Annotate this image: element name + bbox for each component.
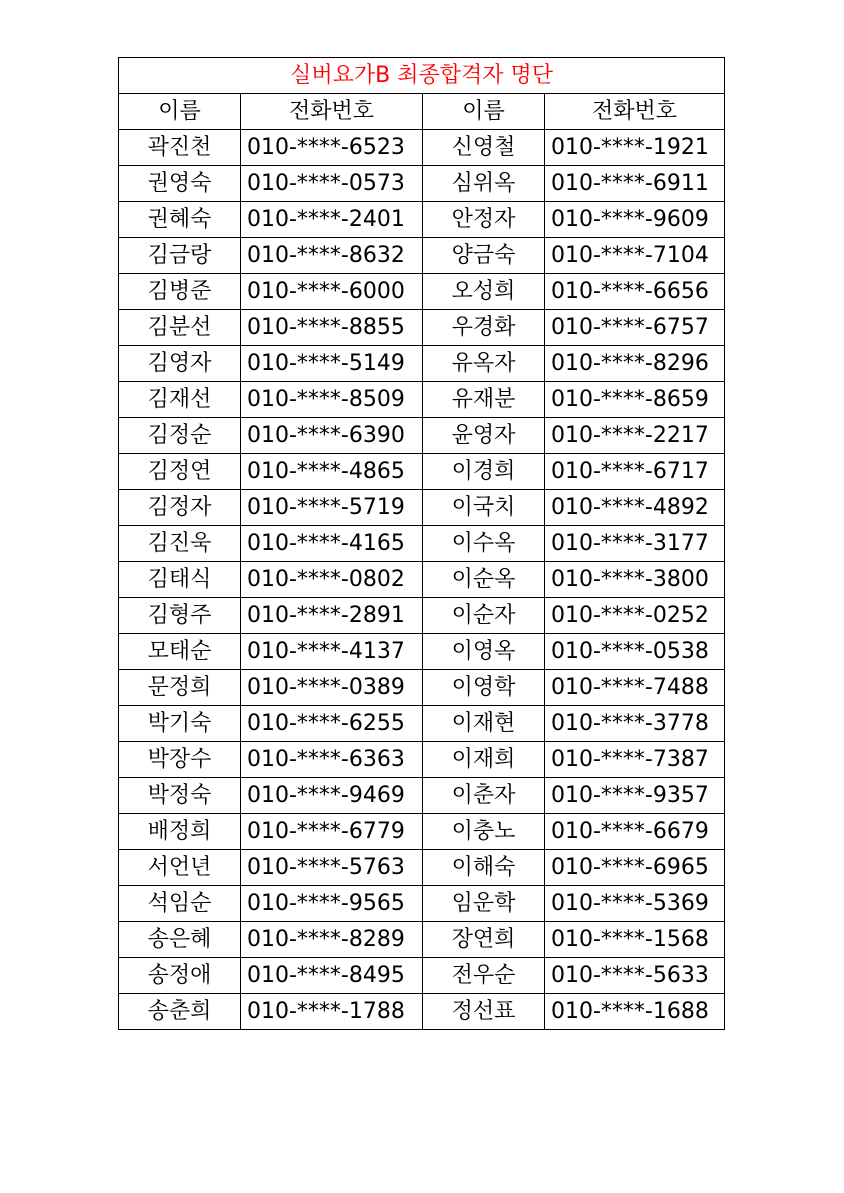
header-phone-2: 전화번호 — [545, 94, 725, 130]
table-row — [119, 994, 725, 1030]
name-cell-right: 신영철 — [423, 130, 545, 166]
table-row — [119, 238, 725, 274]
name-cell-right: 이순옥 — [423, 562, 545, 598]
table-row — [119, 778, 725, 814]
phone-cell-left: 010-****-8632 — [241, 238, 423, 274]
name-cell-right: 유옥자 — [423, 346, 545, 382]
table-row — [119, 310, 725, 346]
phone-cell-left: 010-****-4165 — [241, 526, 423, 562]
phone-cell-right: 010-****-6757 — [545, 310, 725, 346]
name-cell-left: 문정희 — [119, 670, 241, 706]
phone-cell-right: 010-****-3800 — [545, 562, 725, 598]
phone-cell-right: 010-****-5369 — [545, 886, 725, 922]
table-row — [119, 958, 725, 994]
name-cell-right: 이국치 — [423, 490, 545, 526]
name-cell-right: 이재희 — [423, 742, 545, 778]
name-cell-right: 이경희 — [423, 454, 545, 490]
table-row — [119, 130, 725, 166]
phone-cell-right: 010-****-8296 — [545, 346, 725, 382]
header-phone-1: 전화번호 — [241, 94, 423, 130]
phone-cell-right: 010-****-8659 — [545, 382, 725, 418]
table-row — [119, 850, 725, 886]
table-row — [119, 418, 725, 454]
name-cell-right: 윤영자 — [423, 418, 545, 454]
phone-cell-left: 010-****-6523 — [241, 130, 423, 166]
table-row — [119, 598, 725, 634]
phone-cell-left: 010-****-4137 — [241, 634, 423, 670]
phone-cell-left: 010-****-8509 — [241, 382, 423, 418]
name-cell-right: 우경화 — [423, 310, 545, 346]
phone-cell-right: 010-****-3177 — [545, 526, 725, 562]
phone-cell-right: 010-****-3778 — [545, 706, 725, 742]
table-row — [119, 886, 725, 922]
phone-cell-left: 010-****-6390 — [241, 418, 423, 454]
name-cell-left: 송은혜 — [119, 922, 241, 958]
name-cell-right: 전우순 — [423, 958, 545, 994]
name-cell-right: 임운학 — [423, 886, 545, 922]
name-cell-left: 배정희 — [119, 814, 241, 850]
table-row — [119, 274, 725, 310]
phone-cell-right: 010-****-1688 — [545, 994, 725, 1030]
table-row — [119, 202, 725, 238]
name-cell-left: 김분선 — [119, 310, 241, 346]
phone-cell-right: 010-****-5633 — [545, 958, 725, 994]
name-cell-right: 정선표 — [423, 994, 545, 1030]
name-cell-left: 권혜숙 — [119, 202, 241, 238]
name-cell-right: 이해숙 — [423, 850, 545, 886]
phone-cell-right: 010-****-6965 — [545, 850, 725, 886]
phone-cell-left: 010-****-6255 — [241, 706, 423, 742]
phone-cell-left: 010-****-0389 — [241, 670, 423, 706]
name-cell-right: 이재현 — [423, 706, 545, 742]
name-cell-left: 김금랑 — [119, 238, 241, 274]
table-row — [119, 634, 725, 670]
phone-cell-left: 010-****-6779 — [241, 814, 423, 850]
name-cell-left: 석임순 — [119, 886, 241, 922]
name-cell-left: 서언년 — [119, 850, 241, 886]
name-cell-left: 김태식 — [119, 562, 241, 598]
name-cell-left: 김병준 — [119, 274, 241, 310]
phone-cell-left: 010-****-5719 — [241, 490, 423, 526]
table-row — [119, 562, 725, 598]
table-row — [119, 490, 725, 526]
table-row — [119, 670, 725, 706]
name-cell-right: 양금숙 — [423, 238, 545, 274]
name-cell-left: 김재선 — [119, 382, 241, 418]
table-row — [119, 742, 725, 778]
phone-cell-right: 010-****-6656 — [545, 274, 725, 310]
name-cell-right: 유재분 — [423, 382, 545, 418]
phone-cell-left: 010-****-9469 — [241, 778, 423, 814]
table-title: 실버요가B 최종합격자 명단 — [119, 58, 725, 94]
name-cell-left: 곽진천 — [119, 130, 241, 166]
table-row — [119, 526, 725, 562]
phone-cell-right: 010-****-4892 — [545, 490, 725, 526]
phone-cell-left: 010-****-6363 — [241, 742, 423, 778]
phone-cell-left: 010-****-4865 — [241, 454, 423, 490]
phone-cell-left: 010-****-0573 — [241, 166, 423, 202]
name-cell-left: 김정자 — [119, 490, 241, 526]
phone-cell-left: 010-****-5149 — [241, 346, 423, 382]
phone-cell-right: 010-****-7104 — [545, 238, 725, 274]
phone-cell-right: 010-****-6717 — [545, 454, 725, 490]
roster-table — [118, 57, 725, 1030]
name-cell-left: 권영숙 — [119, 166, 241, 202]
name-cell-left: 박기숙 — [119, 706, 241, 742]
name-cell-left: 모태순 — [119, 634, 241, 670]
name-cell-right: 안정자 — [423, 202, 545, 238]
phone-cell-left: 010-****-8289 — [241, 922, 423, 958]
name-cell-right: 이영학 — [423, 670, 545, 706]
table-row — [119, 346, 725, 382]
phone-cell-left: 010-****-2401 — [241, 202, 423, 238]
name-cell-right: 심위옥 — [423, 166, 545, 202]
title-row — [119, 58, 725, 94]
phone-cell-right: 010-****-0538 — [545, 634, 725, 670]
phone-cell-left: 010-****-0802 — [241, 562, 423, 598]
table-row — [119, 922, 725, 958]
name-cell-left: 김정연 — [119, 454, 241, 490]
phone-cell-left: 010-****-9565 — [241, 886, 423, 922]
header-name-1: 이름 — [119, 94, 241, 130]
phone-cell-right: 010-****-7387 — [545, 742, 725, 778]
phone-cell-left: 010-****-5763 — [241, 850, 423, 886]
phone-cell-left: 010-****-6000 — [241, 274, 423, 310]
name-cell-right: 오성희 — [423, 274, 545, 310]
name-cell-right: 이춘자 — [423, 778, 545, 814]
phone-cell-right: 010-****-9609 — [545, 202, 725, 238]
name-cell-left: 김영자 — [119, 346, 241, 382]
phone-cell-right: 010-****-7488 — [545, 670, 725, 706]
name-cell-right: 이순자 — [423, 598, 545, 634]
phone-cell-left: 010-****-1788 — [241, 994, 423, 1030]
phone-cell-right: 010-****-6911 — [545, 166, 725, 202]
name-cell-right: 이영옥 — [423, 634, 545, 670]
table-row — [119, 454, 725, 490]
name-cell-right: 장연희 — [423, 922, 545, 958]
name-cell-left: 김형주 — [119, 598, 241, 634]
name-cell-right: 이수옥 — [423, 526, 545, 562]
name-cell-left: 송정애 — [119, 958, 241, 994]
name-cell-right: 이충노 — [423, 814, 545, 850]
header-name-2: 이름 — [423, 94, 545, 130]
table-row — [119, 382, 725, 418]
name-cell-left: 김정순 — [119, 418, 241, 454]
name-cell-left: 송춘희 — [119, 994, 241, 1030]
phone-cell-right: 010-****-9357 — [545, 778, 725, 814]
header-row — [119, 94, 725, 130]
phone-cell-right: 010-****-0252 — [545, 598, 725, 634]
phone-cell-right: 010-****-1921 — [545, 130, 725, 166]
name-cell-left: 박장수 — [119, 742, 241, 778]
name-cell-left: 김진욱 — [119, 526, 241, 562]
phone-cell-left: 010-****-8495 — [241, 958, 423, 994]
phone-cell-right: 010-****-2217 — [545, 418, 725, 454]
name-cell-left: 박정숙 — [119, 778, 241, 814]
phone-cell-left: 010-****-8855 — [241, 310, 423, 346]
phone-cell-left: 010-****-2891 — [241, 598, 423, 634]
table-row — [119, 706, 725, 742]
phone-cell-right: 010-****-6679 — [545, 814, 725, 850]
table-row — [119, 814, 725, 850]
table-row — [119, 166, 725, 202]
phone-cell-right: 010-****-1568 — [545, 922, 725, 958]
